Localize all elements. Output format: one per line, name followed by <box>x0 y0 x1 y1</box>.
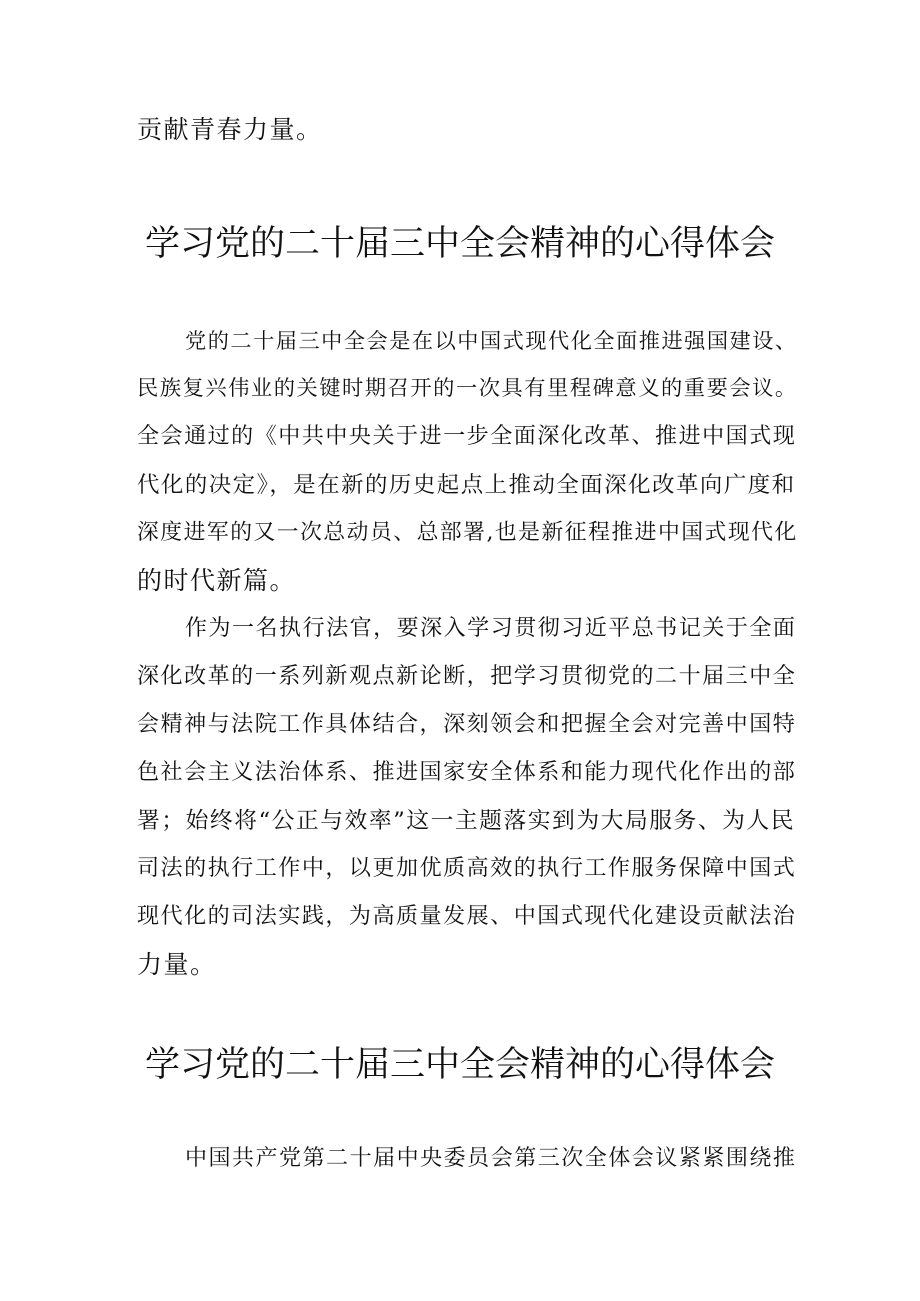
paragraph-line: 党的二十届三中全会是在以中国式现代化全面推进强国建设、 <box>185 328 798 353</box>
paragraph-line: 深化改革的一系列新观点新论断，把学习贯彻党的二十届三中全 <box>137 664 797 689</box>
paragraph-line: 代化的决定》，是在新的历史起点上推动全面深化改革向广度和 <box>137 472 796 498</box>
paragraph-line: 作为一名执行法官，要深入学习贯彻习近平总书记关于全面 <box>185 616 797 641</box>
paragraph-line: 深度进军的又一次总动员、总部署,也是新征程推进中国式现代化 <box>137 520 798 545</box>
continuation-text: 贡献青春力量。 <box>137 115 323 144</box>
paragraph-line: 全会通过的《中共中央关于进一步全面深化改革、推进中国式现 <box>137 424 797 449</box>
paragraph-line: 民族复兴伟业的关键时期召开的一次具有里程碑意义的重要会议。 <box>137 376 798 401</box>
paragraph-line: 会精神与法院工作具体结合，深刻领会和把握全会对完善中国特 <box>137 712 797 737</box>
paragraph-line: 的时代新篇。 <box>137 566 297 595</box>
paragraph-line: 中国共产党第二十届中央委员会第三次全体会议紧紧围绕推 <box>185 1146 797 1171</box>
section-title: 学习党的二十届三中全会精神的心得体会 <box>144 1045 775 1085</box>
paragraph-line: 色社会主义法治体系、推进国家安全体系和能力现代化作出的部 <box>137 760 797 785</box>
paragraph-line: 现代化的司法实践，为高质量发展、中国式现代化建设贡献法治 <box>137 904 797 929</box>
paragraph-line: 力量。 <box>137 950 217 979</box>
section-title: 学习党的二十届三中全会精神的心得体会 <box>144 224 775 264</box>
paragraph-line: 署；始终将“公正与效率”这一主题落实到为大局服务、为人民 <box>137 808 796 834</box>
paragraph-line: 司法的执行工作中，以更加优质高效的执行工作服务保障中国式 <box>137 856 797 881</box>
